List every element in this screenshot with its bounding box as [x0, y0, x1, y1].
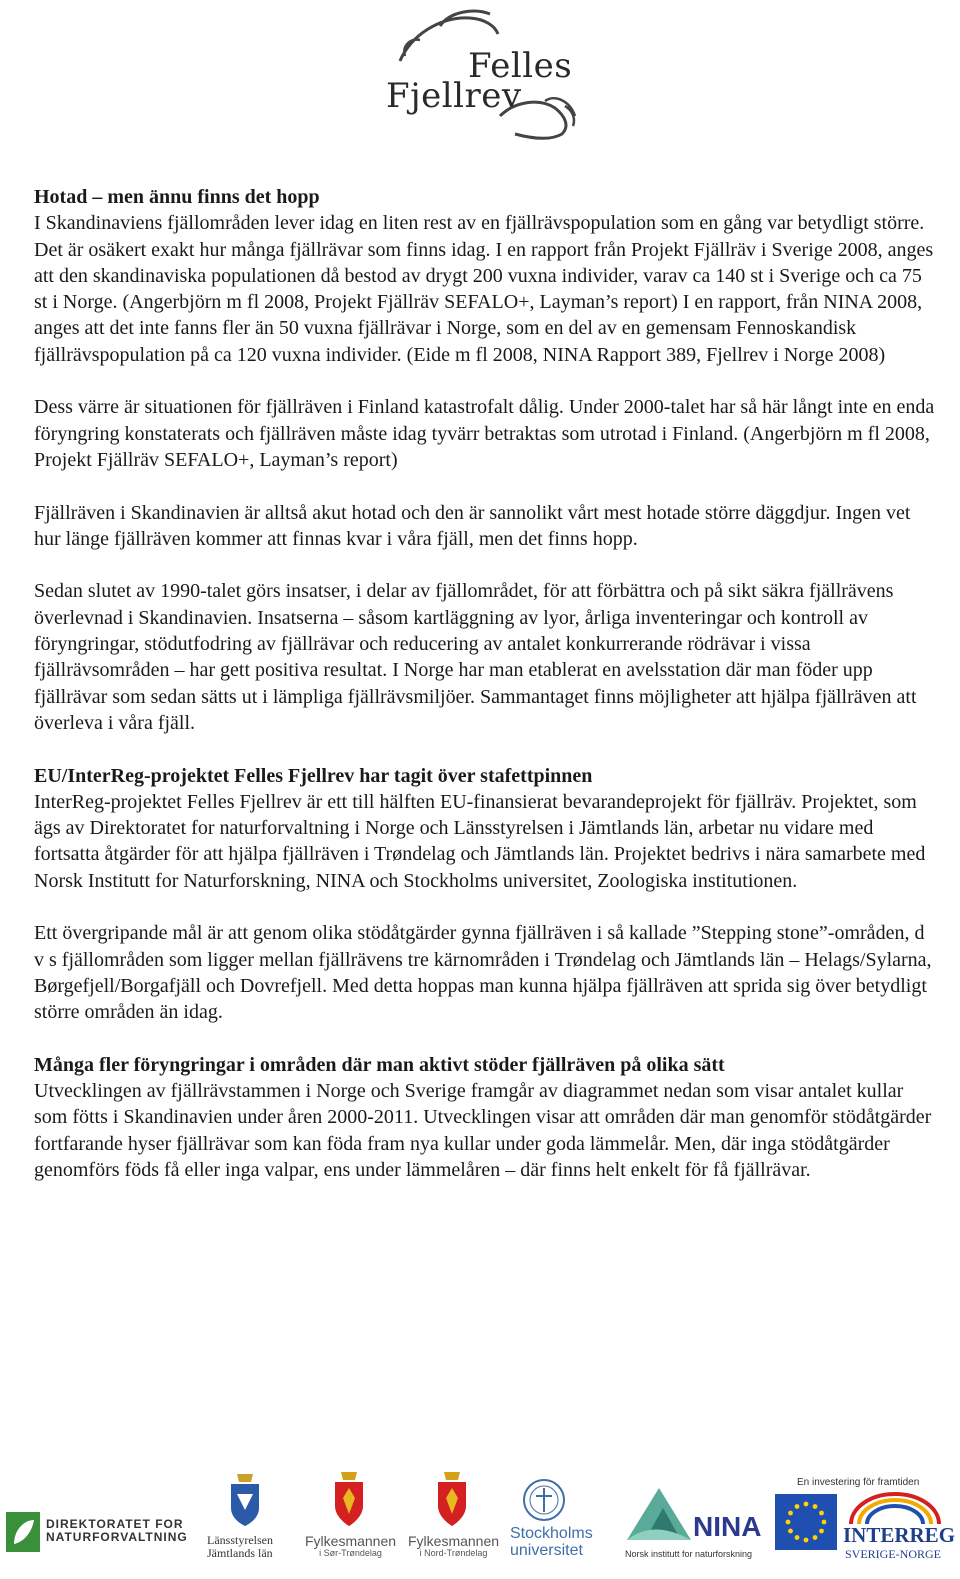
interreg-name: INTERREG	[843, 1523, 956, 1547]
interreg-subtitle: SVERIGE-NORGE	[845, 1547, 941, 1561]
paragraph: Ett övergripande mål är att genom olika stödåtgärder gynna fjällräven i så kallade ”Stepping stone”-områden, d v s fjällområden som ligger mellan fjällrävens tre kärnområden i Trøndelag och Jämtlands län – Helags/Sylarna, Børgefjell/Borgafjäll och Dovrefjell. Med detta hoppas man kunna hjälpa fjällräven att sprida sig över betydligt större områden än idag.	[34, 922, 932, 1024]
dn-name: DIREKTORATET FOR NATURFORVALTNING	[46, 1517, 188, 1544]
rainbow-arc-icon	[845, 1492, 945, 1524]
eu-flag-icon	[775, 1494, 837, 1550]
stockholms-universitet-logo	[510, 1478, 610, 1568]
eu-tagline: En investering för framtiden	[797, 1477, 920, 1488]
logo-text-felles: Felles	[468, 46, 573, 86]
section-heading-foryngringar: Många fler föryngringar i områden där man aktivt stöder fjällräven på olika sätt	[34, 1053, 725, 1076]
document-body	[34, 184, 939, 1183]
paragraph: I Skandinaviens fjällområden lever idag en liten rest av en fjällrävspopulation som en gång var betydligt större. Det är osäkert exakt hur många fjällrävar som finns idag. I en rapport från Projekt Fjällräv i Sverige 2008, anges att den skandinaviska populationen då bestod av drygt 200 vuxna individer, varav ca 140 st i Sverige och ca 75 st i Norge. (Angerbjörn m fl 2008, Projekt Fjällräv SEFALO+, Layman’s report) I en rapport, från NINA 2008, anges att det inte fanns fler än 50 vuxna fjällrävar i Norge, som en del av en gemensam Fennoskandisk fjällrävspopulation på ca 120 vuxna individer. (Eide m fl 2008, NINA Rapport 389, Fjellrev i Norge 2008)	[34, 212, 934, 366]
paragraph: Fjällräven i Skandinavien är alltså akut hotad och den är sannolikt vårt mest hotade större däggdjur. Ingen vet hur länge fjällräven kommer att finnas kvar i våra fjäll, men det finns hopp.	[34, 501, 911, 550]
coat-of-arms-icon	[227, 1470, 263, 1530]
section-heading-interreg: EU/InterReg-projektet Felles Fjellrev har tagit över stafettpinnen	[34, 764, 593, 787]
paragraph: Utvecklingen av fjällrävstammen i Norge och Sverige framgår av diagrammet nedan som visar antalet kullar som fötts i Skandinavien under åren 2000-2011. Utvecklingen visar att områden där man genomför stödåtgärder fortfarande hyser fjällrävar som kan föda fram nya kullar under goda lämmelår. Men, där inga stödåtgärder genomförs föds få eller inga valpar, ens under lämmelåren – där finns helt enkelt för få fjällrävar.	[34, 1080, 932, 1181]
coat-of-arms-icon	[434, 1470, 470, 1528]
lansstyrelsen-name: Länsstyrelsen Jämtlands län	[207, 1533, 273, 1560]
felles-fjellrev-logo	[380, 6, 590, 146]
nina-logo	[625, 1480, 760, 1565]
section-heading-hotad: Hotad – men ännu finns det hopp	[34, 186, 320, 208]
stockholms-universitet-name: Stockholms universitet	[510, 1525, 593, 1559]
paragraph: InterReg-projektet Felles Fjellrev är ett till hälften EU-finansierat bevarandeprojekt för fjällräv. Projektet, som ägs av Direktoratet for naturforvaltning i Norge och Länsstyrelsen i Jämtlands län, arbetar nu vidare med fortsatta åtgärder för att hjälpa fjällräven i Trøndelag och Jämtlands län. Projektet bedrivs i nära samarbete med Norsk Institutt for Naturforskning, NINA och Stockholms universitet, Zoologiska institutionen.	[34, 790, 926, 892]
fylkesmannen-sor-logo	[305, 1470, 397, 1565]
nina-subtitle: Norsk institutt for naturforskning	[625, 1549, 753, 1559]
paragraph: Sedan slutet av 1990-talet görs insatser, i delar av fjällområdet, för att förbättra och på sikt säkra fjällrävens överlevnad i Skandinavien. Insatserna – såsom kartläggning av lyor, årliga inventeringar och kontroll av föryngringar, stödutfodring av fjällrävar och reducering av antalet konkurrerande rödrävar i vissa fjällrävsområden – har gett positiva resultat. I Norge har man etablerat en avelsstation där man föder upp fjällrävar som sedan sätts ut i lämpliga fjällrävsmiljöer. Sammantaget finns möjligheter att hjälpa fjällräven att överleva i våra fjäll.	[34, 580, 917, 734]
fylkesmannen-nord-name: Fylkesmannen i Nord-Trøndelag	[408, 1533, 500, 1558]
lansstyrelsen-logo	[205, 1470, 290, 1565]
mountain-icon	[625, 1482, 695, 1542]
logo-text-fjellrev: Fjellrev	[386, 76, 522, 116]
coat-of-arms-icon	[331, 1470, 367, 1528]
fylkesmannen-sor-name: Fylkesmannen i Sør-Trøndelag	[305, 1533, 397, 1558]
eu-interreg-logo	[775, 1478, 955, 1570]
partner-logos	[0, 1470, 960, 1570]
nina-name: NINA	[693, 1511, 762, 1542]
university-seal-icon	[522, 1478, 566, 1522]
fylkesmannen-nord-logo	[408, 1470, 500, 1565]
leaf-emblem-icon	[6, 1512, 40, 1552]
dn-logo	[6, 1510, 196, 1560]
paragraph: Dess värre är situationen för fjällräven i Finland katastrofalt dålig. Under 2000-talet har så här långt inte en enda föryngring konstaterats och fjällräven måste idag tyvärr betraktas som utrotad i Finland. (Angerbjörn m fl 2008, Projekt Fjällräv SEFALO+, Layman’s report)	[34, 396, 935, 471]
